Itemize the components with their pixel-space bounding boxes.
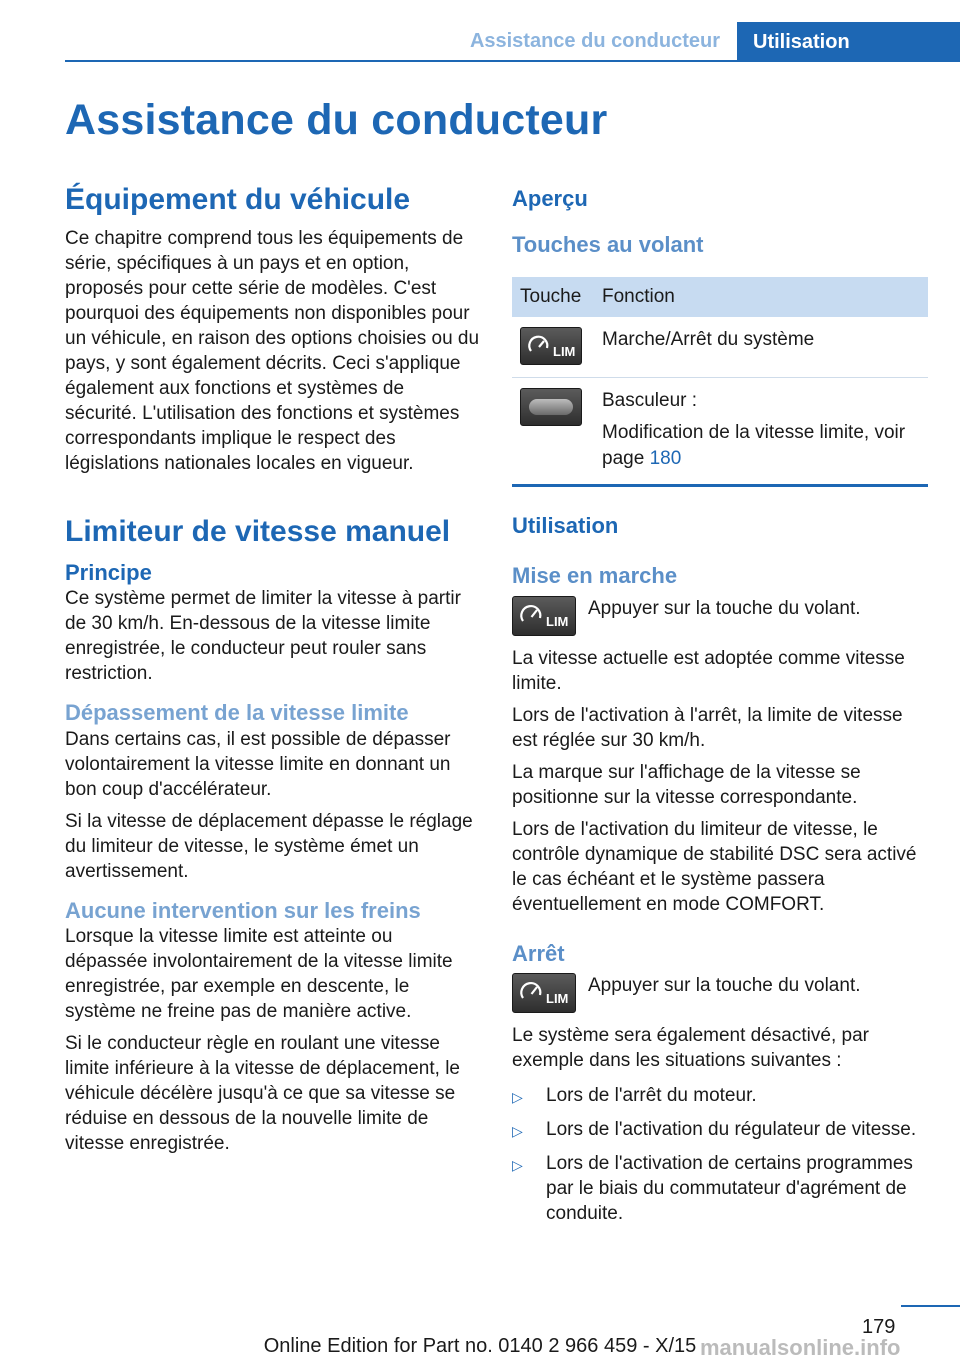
lim-button-icon: [512, 973, 576, 1013]
left-column: [65, 182, 480, 1156]
header-rule: [65, 60, 960, 62]
exceed-text-1: Dans certains cas, il est possible de dépasser volontairement la vitesse limite en donnant un bon coup d'accélérateur.: [65, 728, 451, 800]
stop-action: [512, 973, 928, 1013]
header-section-title: Assistance du conducteur: [469, 30, 720, 52]
list-item: ▷ Lors de l'arrêt du moteur.: [512, 1083, 928, 1110]
svg-text:LIM: LIM: [553, 343, 576, 359]
triangle-bullet-icon: ▷: [512, 1088, 523, 1105]
table-cell-function: Marche/Arrêt du système: [594, 317, 928, 378]
start-text-1: La vitesse actuelle est adoptée comme vitesse limite.: [512, 647, 905, 694]
equipment-text: Ce chapitre comprend tous les équipements de série, spécifiques à un pays et en option, proposés pour cette série de modèles. C'est pourquoi des équipements non disponibles pour un véhicule, en raison des options choisies ou du pays, y sont également décrits. Ceci s'applique également aux fonctions et systèmes de sécurité. L'utilisation des fonctions et systèmes correspondants implique le respect des législations nationales locales en vigueur.: [65, 228, 480, 474]
overview-heading: Aperçu: [512, 186, 588, 211]
table-header-function: Fonction: [594, 277, 928, 317]
limiter-heading: Limiteur de vitesse manuel: [65, 515, 451, 548]
triangle-bullet-icon: ▷: [512, 1156, 523, 1173]
principle-text: Ce système permet de limiter la vitesse à partir de 30 km/h. En-dessous de la vitesse limite enregistrée, le conducteur peut rouler sans restriction.: [65, 588, 461, 685]
header-tab-utilisation[interactable]: Utilisation: [737, 22, 960, 62]
start-text-3: La marque sur l'affichage de la vitesse se positionne sur la vitesse correspondante.: [512, 761, 861, 808]
exceed-text-2: Si la vitesse de déplacement dépasse le réglage du limiteur de vitesse, le système émet un avertissement.: [65, 810, 473, 882]
page-180-link[interactable]: 180: [649, 447, 682, 469]
footer-rule: [901, 1305, 960, 1307]
svg-text:LIM: LIM: [546, 613, 569, 629]
rocker-switch-icon: [520, 388, 582, 426]
stop-action-text: Appuyer sur la touche du volant.: [588, 974, 861, 996]
start-action: [512, 596, 928, 636]
exceed-heading: Dépassement de la vitesse limite: [65, 700, 409, 726]
brake-heading: Aucune intervention sur les freins: [65, 897, 421, 923]
wheel-buttons-table: [512, 277, 928, 487]
stop-conditions-list: [512, 1083, 928, 1226]
start-heading: Mise en marche: [512, 563, 678, 589]
wheel-buttons-heading: Touches au volant: [512, 232, 704, 258]
right-column: [512, 182, 928, 1233]
table-header-key: Touche: [512, 277, 594, 317]
list-item: ▷ Lors de l'activation du régulateur de vitesse.: [512, 1117, 928, 1144]
lim-button-icon: [512, 596, 576, 636]
page-number: 179: [862, 1316, 896, 1338]
svg-text:LIM: LIM: [546, 990, 569, 1006]
brake-text-2: Si le conducteur règle en roulant une vitesse limite inférieure à la vitesse de déplacement, le véhicule décélère jusqu'à ce que sa vitesse se réduise en dessous de la nouvelle limite de vitesse enregistrée.: [65, 1033, 460, 1155]
table-cell-rocker-title: Basculeur :: [602, 389, 698, 411]
page-title: Assistance du conducteur: [65, 96, 608, 144]
table-row: [512, 317, 928, 378]
stop-text: Le système sera également désactivé, par exemple dans les situations suivantes :: [512, 1024, 869, 1071]
start-action-text: Appuyer sur la touche du volant.: [588, 597, 861, 619]
usage-heading: Utilisation: [512, 512, 619, 538]
edition-footer: Online Edition for Part no. 0140 2 966 459 - X/15: [263, 1335, 697, 1357]
start-text-2: Lors de l'activation à l'arrêt, la limite de vitesse est réglée sur 30 km/h.: [512, 704, 903, 751]
stop-heading: Arrêt: [512, 940, 565, 966]
lim-button-icon: [520, 327, 582, 365]
table-row: [512, 377, 928, 485]
start-text-4: Lors de l'activation du limiteur de vitesse, le contrôle dynamique de stabilité DSC sera activé le cas échéant et le système passera éventuellement en mode COMFORT.: [512, 818, 917, 915]
principle-heading: Principe: [65, 560, 152, 585]
table-cell-rocker-desc: Modification de la vitesse limite, voir page: [602, 421, 906, 469]
brake-text-1: Lorsque la vitesse limite est atteinte ou dépassée involontairement de la vitesse limite enregistrée, par exemple en descente, le système ne freine pas de manière active.: [65, 926, 453, 1023]
triangle-bullet-icon: ▷: [512, 1122, 523, 1139]
list-item: ▷ Lors de l'activation de certains programmes par le biais du commutateur d'agrément de conduite.: [512, 1152, 913, 1224]
watermark: manualsonline.info: [700, 1335, 901, 1360]
equipment-heading: Équipement du véhicule: [65, 183, 411, 216]
